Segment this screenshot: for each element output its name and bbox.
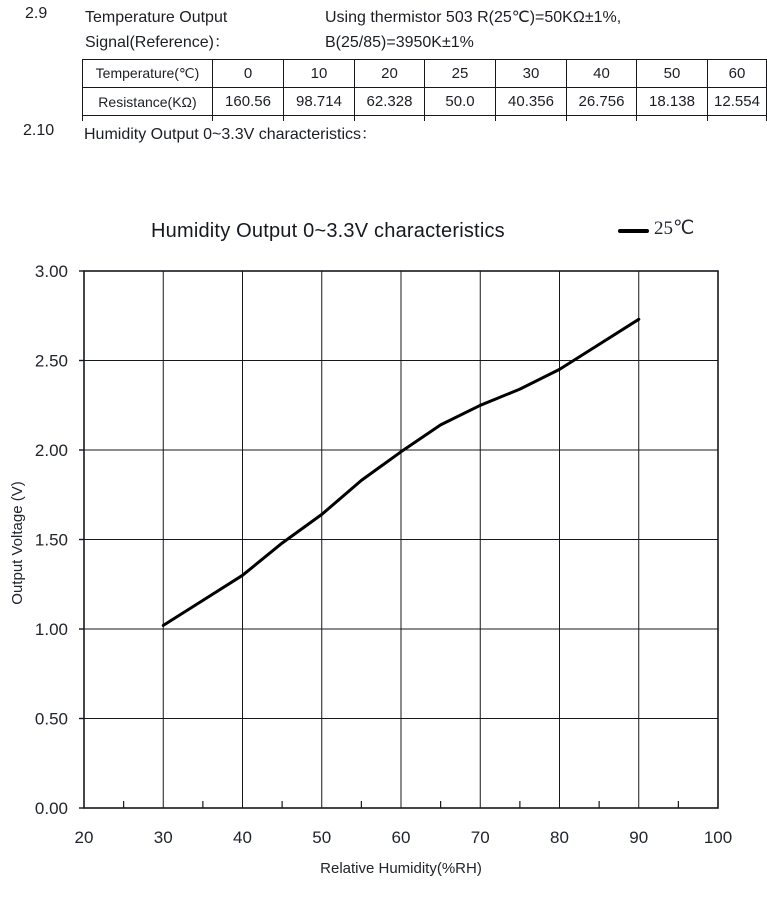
table-row-temperature (83, 60, 767, 88)
table-cell: 30 (496, 60, 567, 88)
x-tick-label: 50 (312, 828, 332, 847)
x-tick-label: 40 (233, 828, 252, 847)
table-cell: 20 (355, 60, 425, 88)
x-tick-label: 90 (629, 828, 649, 847)
table-cell: 62.328 (355, 88, 425, 116)
x-tick-label: 30 (153, 828, 173, 847)
humidity-chart (0, 255, 767, 900)
section-2-10-number: 2.10 (23, 122, 55, 139)
section-2-9-note-line2: B(25/85)=3950K±1% (325, 34, 474, 51)
chart-title: Humidity Output 0~3.3V characteristics (151, 220, 505, 242)
table-header-resistance: Resistance(KΩ) (83, 88, 213, 116)
section-2-9-number: 2.9 (25, 5, 48, 22)
temperature-resistance-table (82, 59, 767, 121)
x-tick-label: 60 (391, 828, 411, 847)
y-tick-label: 0.50 (34, 709, 68, 729)
section-2-9-title-line2: Signal(Reference)： (85, 34, 230, 51)
x-tick-label: 100 (703, 828, 733, 847)
table-cell: 40.356 (496, 88, 567, 116)
table-cell: 50.0 (425, 88, 496, 116)
y-tick-label: 3.00 (34, 262, 68, 281)
table-cell: 0 (213, 60, 284, 88)
y-tick-label: 1.50 (34, 530, 68, 550)
y-axis-title: Output Voltage (V) (9, 481, 26, 605)
legend-label: 25℃ (654, 218, 695, 239)
table-cell: 98.714 (284, 88, 355, 116)
table-cell: 40 (567, 60, 637, 88)
table-cell: 50 (637, 60, 708, 88)
table-cell: 26.756 (567, 88, 637, 116)
section-2-9-title (85, 5, 230, 55)
y-tick-label: 0.00 (34, 799, 68, 818)
section-2-9-note-line1: Using thermistor 503 R(25℃)=50KΩ±1%, (325, 9, 622, 26)
table-header-temperature: Temperature(℃) (83, 60, 213, 88)
x-axis-title: Relative Humidity(%RH) (320, 860, 482, 877)
table-cell: 12.554 (708, 88, 767, 116)
table-row-resistance (83, 88, 767, 116)
table-cell: 10 (284, 60, 355, 88)
table-cell: 160.56 (213, 88, 284, 116)
y-tick-label: 2.50 (34, 351, 68, 371)
section-2-9-note (325, 5, 621, 55)
legend-line-swatch (618, 229, 649, 233)
table-cell: 60 (708, 60, 767, 88)
table-cell: 18.138 (637, 88, 708, 116)
y-tick-label: 2.00 (34, 441, 68, 460)
section-2-10-title: Humidity Output 0~3.3V characteristics： (84, 126, 378, 143)
x-tick-label: 80 (550, 828, 569, 847)
section-2-9-title-line1: Temperature Output (85, 9, 228, 26)
y-tick-label: 1.00 (34, 620, 68, 639)
table-cell: 25 (425, 60, 496, 88)
x-tick-label: 70 (470, 828, 490, 847)
table-border-stub-row (83, 116, 767, 121)
x-tick-label: 20 (74, 828, 94, 847)
